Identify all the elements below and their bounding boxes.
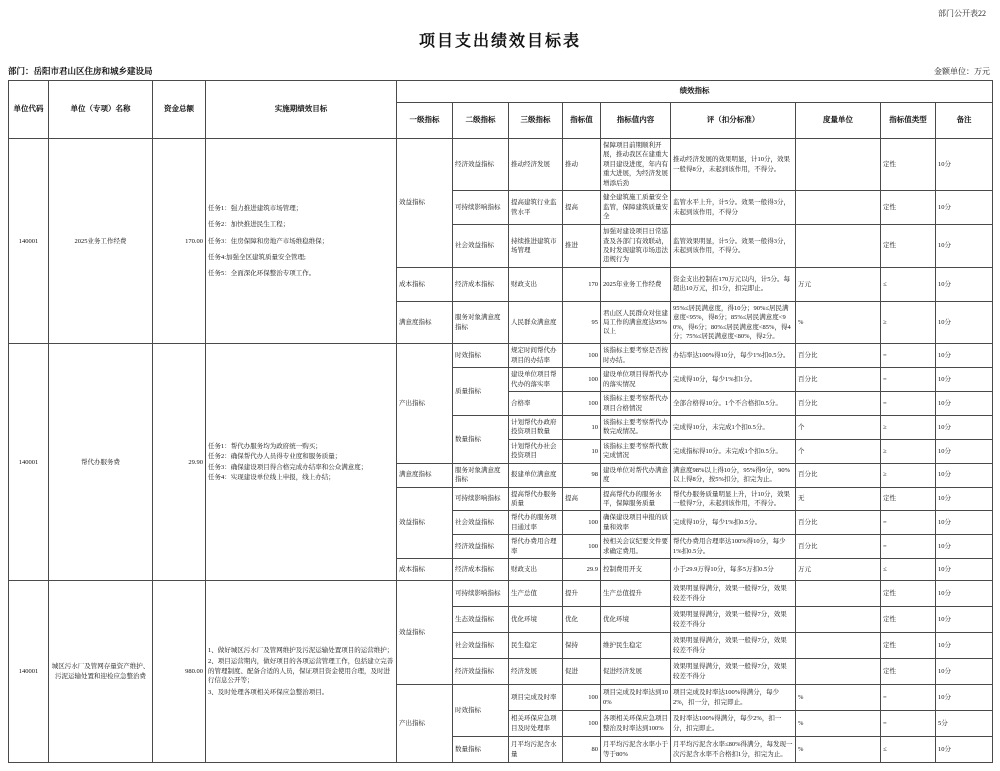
note-cell: 10分 <box>936 225 993 268</box>
level2-indicator-cell: 数量指标 <box>453 416 509 464</box>
note-cell: 10分 <box>936 191 993 225</box>
indicator-row <box>9 344 993 368</box>
level2-indicator-cell: 经济成本指标 <box>453 559 509 581</box>
value-type-cell: 定性 <box>881 191 936 225</box>
note-cell: 10分 <box>936 463 993 487</box>
indicator-value-cell: 100 <box>563 344 601 368</box>
measure-unit-cell <box>796 225 881 268</box>
measure-unit-cell <box>796 607 881 633</box>
level1-indicator-cell: 效益指标 <box>397 581 453 685</box>
value-type-cell: 定性 <box>881 139 936 191</box>
level3-indicator-cell: 生产总值 <box>509 581 563 607</box>
indicator-value-cell: 100 <box>563 368 601 392</box>
value-type-cell: = <box>881 511 936 535</box>
indicator-value-cell: 80 <box>563 737 601 763</box>
criteria-cell: 完成得10分，每少1%扣1分。 <box>671 368 796 392</box>
measure-unit-cell: 无 <box>796 487 881 511</box>
amount-unit-label: 金额单位：万元 <box>934 67 990 76</box>
measure-unit-cell <box>796 659 881 685</box>
indicator-content-cell: 健全建筑施工质量安全监管，保障建筑质量安全 <box>601 191 671 225</box>
note-cell: 10分 <box>936 368 993 392</box>
measure-unit-cell: 百分比 <box>796 344 881 368</box>
page-title: 项目支出绩效目标表 <box>418 33 581 50</box>
value-type-cell: = <box>881 535 936 559</box>
level2-indicator-cell: 经济效益指标 <box>453 139 509 191</box>
level3-indicator-cell: 持续推进建筑市场管理 <box>509 225 563 268</box>
indicator-content-cell: 各项相关环保应急项目整治及时率达到100% <box>601 711 671 737</box>
indicator-value-cell: 推动 <box>563 139 601 191</box>
value-type-cell: 定性 <box>881 607 936 633</box>
value-type-cell: ≤ <box>881 737 936 763</box>
indicator-content-cell: 优化环境 <box>601 607 671 633</box>
level2-indicator-cell: 经济成本指标 <box>453 267 509 301</box>
indicator-content-cell: 2025年业务工作经费 <box>601 267 671 301</box>
note-cell: 10分 <box>936 659 993 685</box>
criteria-cell: 效果明显得满分，效果一般得7分，效果较差不得分 <box>671 633 796 659</box>
note-cell: 10分 <box>936 301 993 344</box>
note-cell: 10分 <box>936 392 993 416</box>
meta-row <box>8 65 990 77</box>
value-type-cell: = <box>881 344 936 368</box>
amount-cell: 980.00 <box>153 581 206 763</box>
indicator-value-cell: 100 <box>563 711 601 737</box>
measure-unit-cell <box>796 581 881 607</box>
indicator-value-cell: 10 <box>563 439 601 463</box>
indicator-value-cell: 提高 <box>563 487 601 511</box>
header-period-goals: 实施期绩效目标 <box>206 81 397 139</box>
level2-indicator-cell: 社会效益指标 <box>453 511 509 535</box>
level1-indicator-cell: 成本指标 <box>397 559 453 581</box>
level3-indicator-cell: 财政支出 <box>509 267 563 301</box>
indicator-content-cell: 促进经济发展 <box>601 659 671 685</box>
indicator-content-cell: 保障项目前期顺利开展，推动我区在建重大项目建设进度，年内有重大进展，为经济发展增添后劲 <box>601 139 671 191</box>
indicator-value-cell: 170 <box>563 267 601 301</box>
amount-cell: 29.90 <box>153 344 206 581</box>
indicator-content-cell: 按相关会议纪要文件要求确定费用。 <box>601 535 671 559</box>
indicator-value-cell: 100 <box>563 392 601 416</box>
unit-code-cell: 140001 <box>9 581 49 763</box>
note-cell: 10分 <box>936 581 993 607</box>
note-cell: 10分 <box>936 344 993 368</box>
header-indicator-value: 指标值 <box>563 103 601 139</box>
unit-code-cell: 140001 <box>9 344 49 581</box>
criteria-cell: 满意度98%以上得10分，95%得9分，90%以上得8分，按5%扣分，扣完为止。 <box>671 463 796 487</box>
indicator-value-cell: 提高 <box>563 191 601 225</box>
indicator-value-cell: 提升 <box>563 581 601 607</box>
value-type-cell: ≥ <box>881 416 936 440</box>
note-cell: 10分 <box>936 487 993 511</box>
measure-unit-cell: % <box>796 685 881 711</box>
level2-indicator-cell: 可持续影响指标 <box>453 191 509 225</box>
header-indicator-content: 指标值内容 <box>601 103 671 139</box>
criteria-cell: 95%≤居民满意度，得10分；90%≤居民满意度<95%，得8分；85%≤居民满意度<90%，得6分；80%≤居民满意度<85%，得4分；75%≤居民满意度<80%，得2分。 <box>671 301 796 344</box>
header-measure-unit: 度量单位 <box>796 103 881 139</box>
unit-code-cell: 140001 <box>9 139 49 344</box>
criteria-cell: 完成指标得10分。未完成1个扣0.5分。 <box>671 439 796 463</box>
value-type-cell: ≤ <box>881 559 936 581</box>
measure-unit-cell: % <box>796 737 881 763</box>
header-criteria: 评（扣分标准） <box>671 103 796 139</box>
indicator-content-cell: 月平均污泥含水率小于等于80% <box>601 737 671 763</box>
value-type-cell: = <box>881 368 936 392</box>
criteria-cell: 月平均污泥含水率≤80%得满分，每发现一次污泥含水率不合格扣1分，扣完为止。 <box>671 737 796 763</box>
indicator-content-cell: 控制费用开支 <box>601 559 671 581</box>
indicator-value-cell: 保持 <box>563 633 601 659</box>
level3-indicator-cell: 提高建筑行业监管水平 <box>509 191 563 225</box>
note-cell: 10分 <box>936 559 993 581</box>
goal-line: 任务2：加快推进民生工程； <box>208 221 290 229</box>
goal-line: 任务5：全面深化环保整治专项工作。 <box>208 270 316 278</box>
level3-indicator-cell: 月平均污泥含水量 <box>509 737 563 763</box>
indicator-row <box>9 581 993 607</box>
indicator-content-cell: 维护民生稳定 <box>601 633 671 659</box>
goal-line: 2、项目运营期内，做好项目的各项运营管理工作，包括建立完善的管理制度、配备合适的人员，保证项目资金使用合理，及时进行信息公开等； <box>208 658 394 685</box>
level2-indicator-cell: 可持续影响指标 <box>453 581 509 607</box>
level3-indicator-cell: 人民群众满意度 <box>509 301 563 344</box>
header-performance-indicators: 绩效指标 <box>397 81 993 103</box>
value-type-cell: = <box>881 711 936 737</box>
level3-indicator-cell: 帮代办的服务项目通过率 <box>509 511 563 535</box>
measure-unit-cell: 万元 <box>796 267 881 301</box>
measure-unit-cell <box>796 139 881 191</box>
goal-line: 任务2：确保帮代办人员得专业度和服务质量； <box>208 453 342 461</box>
measure-unit-cell: % <box>796 301 881 344</box>
performance-target-table <box>8 80 993 763</box>
header-project-name: 单位（专项）名称 <box>49 81 153 139</box>
indicator-content-cell: 该指标主要考察帮代办项目合格情况 <box>601 392 671 416</box>
measure-unit-cell <box>796 191 881 225</box>
level2-indicator-cell: 服务对象满意度指标 <box>453 301 509 344</box>
level3-indicator-cell: 项目完成及时率 <box>509 685 563 711</box>
note-cell: 10分 <box>936 535 993 559</box>
header-level3: 三级指标 <box>509 103 563 139</box>
value-type-cell: 定性 <box>881 225 936 268</box>
note-cell: 10分 <box>936 737 993 763</box>
level2-indicator-cell: 质量指标 <box>453 368 509 416</box>
level1-indicator-cell: 效益指标 <box>397 487 453 559</box>
indicator-content-cell: 提高帮代办的服务水平，保障服务质量 <box>601 487 671 511</box>
header-total-amount: 资金总额 <box>153 81 206 139</box>
criteria-cell: 办结率达100%得10分，每少1%扣0.5分。 <box>671 344 796 368</box>
level2-indicator-cell: 经济效益指标 <box>453 659 509 685</box>
project-name-cell: 城区污水厂及管网存量资产维护、污泥运输处置和迎检应急整治费 <box>49 581 153 763</box>
note-cell: 10分 <box>936 633 993 659</box>
note-cell: 10分 <box>936 267 993 301</box>
indicator-value-cell: 100 <box>563 685 601 711</box>
level3-indicator-cell: 计划帮代办政府投资项目数量 <box>509 416 563 440</box>
indicator-content-cell: 君山区人民群众对住建局工作的满意度达95%以上 <box>601 301 671 344</box>
value-type-cell: 定性 <box>881 633 936 659</box>
indicator-value-cell: 95 <box>563 301 601 344</box>
value-type-cell: 定性 <box>881 659 936 685</box>
indicator-content-cell: 该指标主要考察帮代办数完成情况。 <box>601 416 671 440</box>
indicator-content-cell: 建设单位对帮代办满意度 <box>601 463 671 487</box>
department-label: 部门：岳阳市君山区住房和城乡建设局 <box>8 66 153 76</box>
level2-indicator-cell: 服务对象满意度指标 <box>453 463 509 487</box>
note-cell: 10分 <box>936 685 993 711</box>
criteria-cell: 帮代办服务质量明显上升，计10分，效果一般得7分，未起到该作用，不得分。 <box>671 487 796 511</box>
corner-label: 部门公开表22 <box>938 9 986 18</box>
criteria-cell: 监管水平上升，计5分。效果一般得3分，未起到该作用，不得分 <box>671 191 796 225</box>
measure-unit-cell: 百分比 <box>796 463 881 487</box>
note-cell: 10分 <box>936 139 993 191</box>
level2-indicator-cell: 数量指标 <box>453 737 509 763</box>
value-type-cell: 定性 <box>881 487 936 511</box>
criteria-cell: 资金支出控制在170万元以内，计5分。每超出10万元，扣1分，扣完即止。 <box>671 267 796 301</box>
level2-indicator-cell: 可持续影响指标 <box>453 487 509 511</box>
note-cell: 10分 <box>936 511 993 535</box>
level2-indicator-cell: 时效指标 <box>453 344 509 368</box>
goal-line: 任务4：实现建设单位线上申报，线上办结； <box>208 474 335 482</box>
goal-line: 任务4:加强全区建筑质量安全管理; <box>208 253 306 261</box>
goal-line: 1、做好城区污水厂及管网维护及污泥运输处置项目的运营维护； <box>208 647 394 655</box>
measure-unit-cell: 百分比 <box>796 535 881 559</box>
project-name-cell: 帮代办服务费 <box>49 344 153 581</box>
level2-indicator-cell: 社会效益指标 <box>453 633 509 659</box>
note-cell: 5分 <box>936 711 993 737</box>
indicator-content-cell: 生产总值提升 <box>601 581 671 607</box>
level3-indicator-cell: 民生稳定 <box>509 633 563 659</box>
goal-line: 3、及时处理各项相关环保应急整治项目。 <box>208 688 329 696</box>
indicator-value-cell: 100 <box>563 535 601 559</box>
level3-indicator-cell: 合格率 <box>509 392 563 416</box>
criteria-cell: 推动经济发展的效果明显，计10分，效果一般得8分，未起到该作用，不得分。 <box>671 139 796 191</box>
level3-indicator-cell: 优化环境 <box>509 607 563 633</box>
level3-indicator-cell: 建设单位项目帮代办的落实率 <box>509 368 563 392</box>
goal-line: 任务3：住房保障和房地产市场维稳维保； <box>208 237 329 245</box>
indicator-value-cell: 100 <box>563 511 601 535</box>
level1-indicator-cell: 满意度指标 <box>397 463 453 487</box>
indicator-value-cell: 29.9 <box>563 559 601 581</box>
level3-indicator-cell: 计划帮代办社会投资项目 <box>509 439 563 463</box>
goals-cell <box>206 581 397 763</box>
level2-indicator-cell: 时效指标 <box>453 685 509 737</box>
level1-indicator-cell: 产出指标 <box>397 685 453 763</box>
note-cell: 10分 <box>936 607 993 633</box>
indicator-value-cell: 促进 <box>563 659 601 685</box>
value-type-cell: ≤ <box>881 267 936 301</box>
level3-indicator-cell: 帮代办费用合理率 <box>509 535 563 559</box>
note-cell: 10分 <box>936 416 993 440</box>
criteria-cell: 效果明显得满分，效果一般得7分，效果较差不得分 <box>671 659 796 685</box>
criteria-cell: 及时率达100%得满分，每少2%，扣一分，扣完即止。 <box>671 711 796 737</box>
project-name-cell: 2025业务工作经费 <box>49 139 153 344</box>
value-type-cell: = <box>881 392 936 416</box>
header-level1: 一级指标 <box>397 103 453 139</box>
criteria-cell: 完成得10分，每少1%扣0.5分。 <box>671 511 796 535</box>
level2-indicator-cell: 经济效益指标 <box>453 535 509 559</box>
indicator-value-cell: 98 <box>563 463 601 487</box>
criteria-cell: 小于29.9万得10分，每多5万扣0.5分 <box>671 559 796 581</box>
goal-line: 任务3：确保建设项目得合格完成办结率和公众满意度； <box>208 463 368 471</box>
level3-indicator-cell: 报建单位满意度 <box>509 463 563 487</box>
level3-indicator-cell: 相关环保应急项目及时处理率 <box>509 711 563 737</box>
note-cell: 10分 <box>936 439 993 463</box>
criteria-cell: 监管效果明显，计5分。效果一般得3分，未起到该作用，不得分。 <box>671 225 796 268</box>
goal-line: 任务1：帮代办服务均为政府统一购买； <box>208 442 322 450</box>
indicator-content-cell: 项目完成及时率达到100% <box>601 685 671 711</box>
indicator-value-cell: 推进 <box>563 225 601 268</box>
indicator-content-cell: 建设单位项目得帮代办的落实情况 <box>601 368 671 392</box>
level1-indicator-cell: 产出指标 <box>397 344 453 463</box>
value-type-cell: ≥ <box>881 439 936 463</box>
level2-indicator-cell: 生态效益指标 <box>453 607 509 633</box>
goals-cell <box>206 344 397 581</box>
indicator-content-cell: 确保建设项目申报的质量和效率 <box>601 511 671 535</box>
goals-cell <box>206 139 397 344</box>
level3-indicator-cell: 规定时间帮代办项目的办结率 <box>509 344 563 368</box>
goal-line: 任务1：强力推进建筑市场管理； <box>208 204 303 212</box>
level1-indicator-cell: 效益指标 <box>397 139 453 268</box>
criteria-cell: 全部合格得10分。1个不合格扣0.5分。 <box>671 392 796 416</box>
criteria-cell: 效果明显得满分，效果一般得7分，效果较差不得分 <box>671 607 796 633</box>
level3-indicator-cell: 经济发展 <box>509 659 563 685</box>
measure-unit-cell <box>796 633 881 659</box>
indicator-content-cell: 该指标主要考察是否按时办结。 <box>601 344 671 368</box>
header-level2: 二级指标 <box>453 103 509 139</box>
level1-indicator-cell: 满意度指标 <box>397 301 453 344</box>
indicator-value-cell: 10 <box>563 416 601 440</box>
table-header <box>9 81 993 139</box>
measure-unit-cell: 个 <box>796 416 881 440</box>
criteria-cell: 完成得10分，未完成1个扣0.5分。 <box>671 416 796 440</box>
value-type-cell: ≥ <box>881 463 936 487</box>
value-type-cell: 定性 <box>881 581 936 607</box>
amount-cell: 170.00 <box>153 139 206 344</box>
indicator-content-cell: 该指标主要考察帮代数完成情况 <box>601 439 671 463</box>
level3-indicator-cell: 推动经济发展 <box>509 139 563 191</box>
header-note: 备注 <box>936 103 993 139</box>
level2-indicator-cell: 社会效益指标 <box>453 225 509 268</box>
level3-indicator-cell: 提高帮代办服务质量 <box>509 487 563 511</box>
measure-unit-cell: 百分比 <box>796 368 881 392</box>
measure-unit-cell: 百分比 <box>796 511 881 535</box>
level3-indicator-cell: 财政支出 <box>509 559 563 581</box>
indicator-value-cell: 优化 <box>563 607 601 633</box>
level1-indicator-cell: 成本指标 <box>397 267 453 301</box>
criteria-cell: 效果明显得满分，效果一般得7分，效果较差不得分 <box>671 581 796 607</box>
header-value-type: 指标值类型 <box>881 103 936 139</box>
header-row-1 <box>9 81 993 103</box>
indicator-content-cell: 加强对建设项目日常巡查及各部门有效联动，及时发现建筑市场违法违规行为 <box>601 225 671 268</box>
table-body <box>9 139 993 763</box>
value-type-cell: = <box>881 685 936 711</box>
criteria-cell: 帮代办费用合理率达100%得10分，每少1%扣0.5分。 <box>671 535 796 559</box>
indicator-row <box>9 139 993 191</box>
header-unit-code: 单位代码 <box>9 81 49 139</box>
measure-unit-cell: 万元 <box>796 559 881 581</box>
measure-unit-cell: 个 <box>796 439 881 463</box>
measure-unit-cell: % <box>796 711 881 737</box>
measure-unit-cell: 百分比 <box>796 392 881 416</box>
value-type-cell: ≥ <box>881 301 936 344</box>
criteria-cell: 项目完成及时率达100%得满分，每少2%，扣一分，扣完即止。 <box>671 685 796 711</box>
